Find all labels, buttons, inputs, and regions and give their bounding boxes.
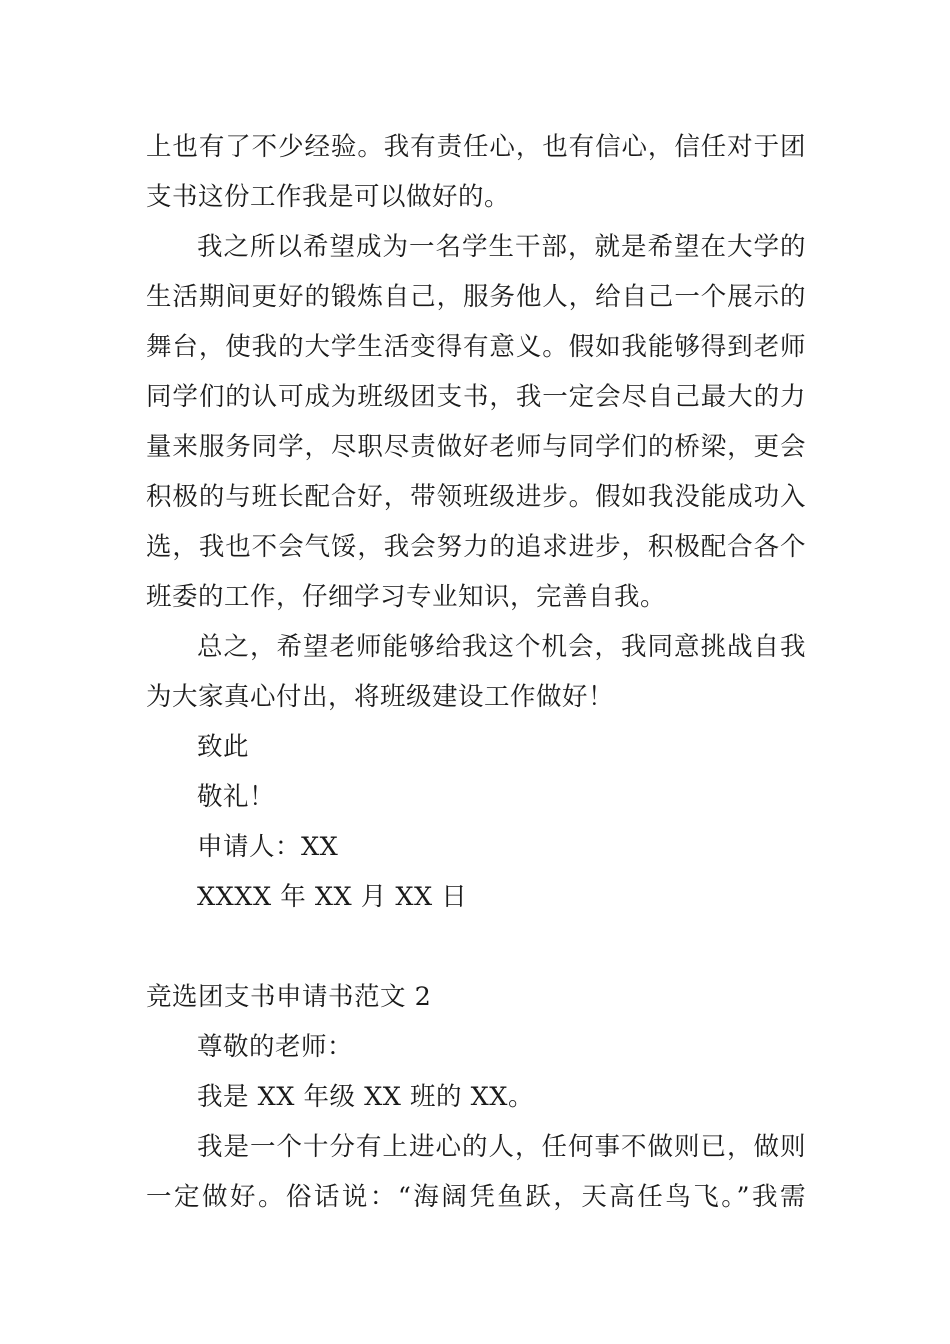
paragraph-line: 积极的与班长配合好，带领班级进步。假如我没能成功入 bbox=[146, 482, 806, 512]
paragraph-line: 量来服务同学，尽职尽责做好老师与同学们的桥梁，更会 bbox=[146, 432, 806, 462]
paragraph-line: 生活期间更好的锻炼自己，服务他人，给自己一个展示的 bbox=[146, 282, 806, 312]
intro-text: 我是 XX 年级 XX 班的 XX。 bbox=[197, 1082, 534, 1112]
paragraph-line: 选，我也不会气馁，我会努力的追求进步，积极配合各个 bbox=[146, 532, 806, 562]
paragraph-line: 为大家真心付出，将班级建设工作做好！ bbox=[146, 682, 615, 712]
paragraph-line: 一定做好。俗话说：“海阔凭鱼跃，天高任鸟飞。”我需 bbox=[146, 1182, 806, 1212]
paragraph-line: 总之，希望老师能够给我这个机会，我同意挑战自我 bbox=[197, 632, 806, 662]
paragraph-line: 舞台，使我的大学生活变得有意义。假如我能够得到老师 bbox=[146, 332, 806, 362]
section-title: 竞选团支书申请书范文 2 bbox=[146, 982, 432, 1012]
document-page bbox=[146, 122, 806, 1222]
applicant-signature: 申请人：XX bbox=[197, 832, 339, 862]
paragraph-line: 我之所以希望成为一名学生干部，就是希望在大学的 bbox=[197, 232, 806, 262]
paragraph-line: 同学们的认可成为班级团支书，我一定会尽自己最大的力 bbox=[146, 382, 806, 412]
paragraph-line: 我是一个十分有上进心的人，任何事不做则已，做则 bbox=[197, 1132, 806, 1162]
greeting-text: 尊敬的老师： bbox=[197, 1032, 354, 1062]
paragraph-line: 班委的工作，仔细学习专业知识，完善自我。 bbox=[146, 582, 667, 612]
date-text: XXXX 年 XX 月 XX 日 bbox=[197, 882, 468, 912]
salute-text: 敬礼！ bbox=[197, 782, 276, 812]
paragraph-line: 支书这份工作我是可以做好的。 bbox=[146, 182, 511, 212]
closing-text: 致此 bbox=[197, 732, 250, 762]
paragraph-line: 上也有了不少经验。我有责任心，也有信心，信任对于团 bbox=[146, 132, 806, 162]
spacer bbox=[146, 922, 806, 972]
